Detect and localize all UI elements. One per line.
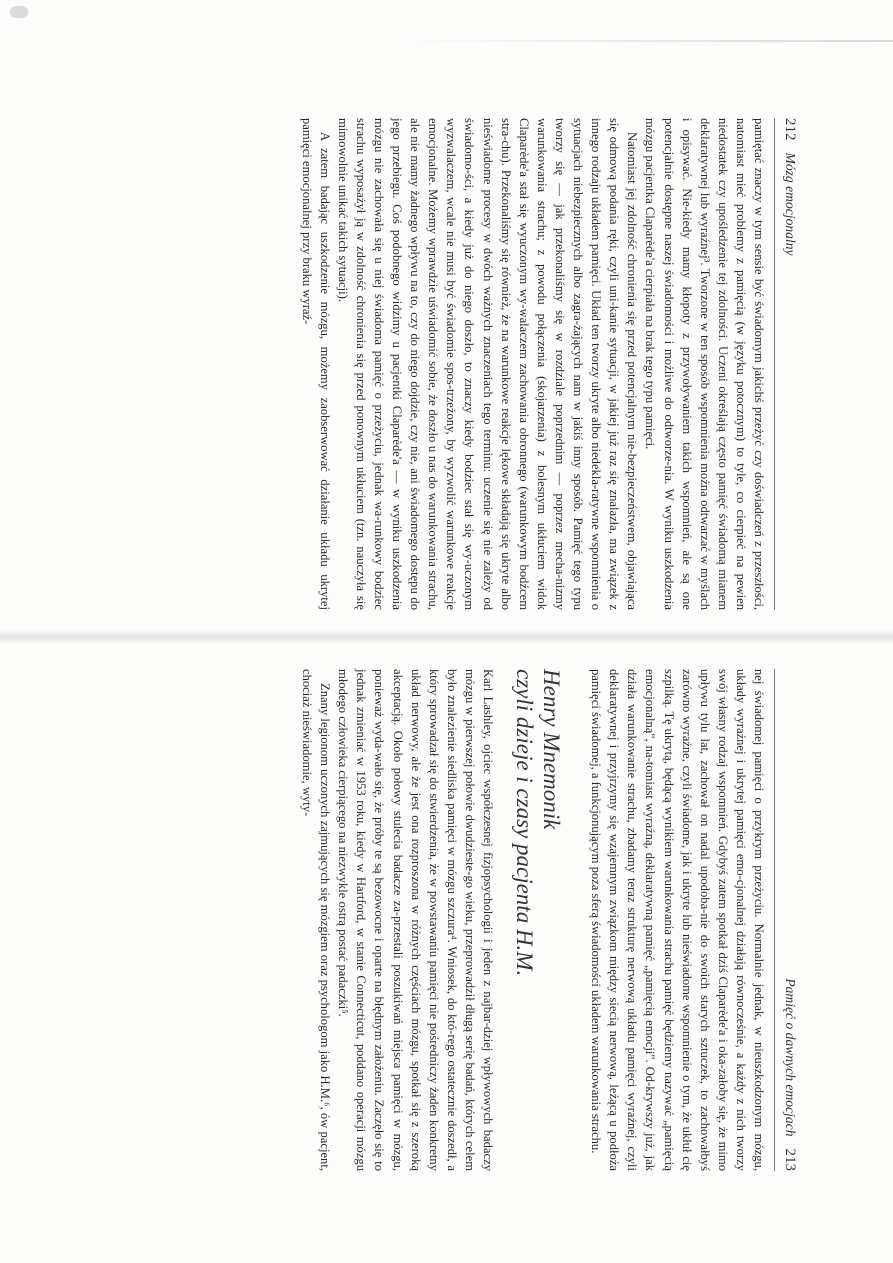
right-page [0,636,893,1263]
page-number-right: 213 [782,1148,798,1171]
header-rule-left [774,118,775,610]
right-running-head [781,669,798,1171]
paragraph: A zatem badając uszkodzenie mózgu, możemy zaobserwować działanie układu ukrytej pamięci emocjonalnej przy braku wyraź- [299,118,332,610]
section-title-line: Henry Mnemonik [539,669,565,830]
header-rule-right [774,669,775,1171]
paragraph: Natomiast jej zdolność chronienia się przed potencjalnym nie-bezpieczeństwem, objawiająca się odmową podania ręki, czyli uni-kanie sytuacji, w jakiej już raz się znalazła, ma związek z innego rodzaju układem pamięci. Układ ten tworzy ukryte albo niedekla-ratywne wspomnienia o sytuacjach niebezpiecznych albo zagra-żających nam w jakiś inny sposób. Pamięć tego typu tworzy się — jak przekonaliśmy się w rozdziale poprzednim — poprzez mecha-nizmy warunkowania strachu; z powodu połączenia (skojarzenia) z bolesnym ukłuciem widok Claparède'a stał się wyuczonym wy-walaczem zachowania obronnego (warunkowym bodźcem stra-chu). Przekonaliśmy się również, że na warunkowe reakcje lękowe składają się ukryte albo nieświadome procesy w dwóch ważnych znaczeniach tego terminu: uczenie się nie zależy od świadomo-ści, a kiedy już do niego doszło, to znaczy kiedy bodziec stał się wy-uczonym wyzwalaczem, wcale nie musi być świadomie spos-trzeżony, by wyzwolić warunkowe reakcje emocjonalne. Możemy wprawdzie uświadomić sobie, że doszło u nas do warunkowania strachu, ale nie mamy żadnego wpływu na to, czy do niego dojdzie, czy nie, ani świadomego dostępu do jego przebiegu. Coś podobnego widzimy u pacjentki Claparède'a — w wyniku uszkodzenia mózgu nie zachowała się u niej świadoma pamięć o przeżyciu, jednak wa-runkowy bodziec strachu wyposażył ją w zdolność chronienia się przed ponownym ukłuciem (tzn. nauczyła się mimowolnie unikać takich sytuacji). [335,118,640,610]
section-title [511,669,565,1171]
paragraph: nej świadomej pamięci o przykrym przeżyciu. Normalnie jednak, w nieuszkodzonym mózgu, układy wyraźnej i ukrytej pamięci emo-cjonalnej działają równocześnie, a każdy z nich tworzy swój własny rodzaj wspomnień. Gdybyś zatem spotkał dziś Claparède'a i oka-załoby się, że mimo upływu tylu lat, zachował on nadal upodoba-nie do swoich starych sztuczek, to zachowałbyś zarówno wyraźne, czyli świadome, jak i ukryte lub nieświadome wspomnienie o tym, że ukłuł cię szpilką. Tę ukrytą, będącą wynikiem warunkowania strachu pamięć będziemy nazywać „pamięcią emocjonalną", na-tomiast wyraźną, deklaratywną pamięć „pamięcią emocji". Od-krywszy już, jak działa warunkowanie strachu, zbadamy teraz strukturę nerwową układu pamięci wyraźnej, czyli deklaratywnej i przyjrzymy się wzajemnym związkom między siecią nerwową, leżącą u podłoża pamięci świadomej, a funkcjonującym poza sferą świadomości układem warunkowania strachu. [589,669,766,1171]
running-title-right: Pamięć o dawnych emocjach [783,978,798,1137]
section-title-line: czyli dzieje i czasy pacjenta H.M. [512,669,538,977]
paragraph: pamiętać znaczy w tym sensie być świadomym jakichś przeżyć czy doświadczeń z przeszłości, natomiast mieć problemy z pamięcią (w języku potocznym) to tyle, co cierpieć na pewien niedostatek czy upośledzenie tej zdolności. Uczeni określają często pamięć świadomą mianem deklaratywnej lub wyraźnej³. Tworzone w ten sposób wspomnienia można odtwarzać w myślach i opisywać. Nie-kiedy mamy kłopoty z przywoływaniem takich wspomnień, ale są one potencjalnie dostępne naszej świadomości i możliwe do odtworze-nia. W wyniku uszkodzenia mózgu pacjentka Claparède'a cierpiała na brak tego typu pamięci. [643,118,766,610]
left-running-head [781,118,798,610]
paragraph: Karl Lashley, ojciec współczesnej fizjopsychologii i jeden z najbar-dziej wpływowych badaczy mózgu w pierwszej połowie dwudzieste-go wieku, przeprowadził długą serię badań, których celem było znalezienie siedliska pamięci w mózgu szczura⁴. Wniosek, do któ-rego ostatecznie doszedł, a który sprowadzał się do stwierdzenia, że w powstawaniu pamięci nie pośredniczy żaden konkretny układ nerwowy, ale że jest ona rozproszona w różnych częściach mózgu, spotkał się z szeroką akceptacją. Około połowy stulecia badacze za-przestali poszukiwań miejsca pamięci w mózgu, ponieważ wyda-wało się, że próby te są bezowocne i oparte na błędnym założeniu. Zaczęło się to jednak zmieniać w 1953 roku, kiedy w Hartford, w stanie Connecticut, poddano operacji mózgu młodego człowieka cierpiącego na niezwykle ostrą postać padaczki⁵. [336,669,496,1171]
paragraph: Znany legionom uczonych zajmujących się mózgiem oraz psychologom jako H.M.⁶, ów pacjent, chociaż nieświadomie, wyty- [300,669,333,1171]
running-title-left: Mózg emocjonalny [783,152,798,256]
page-number-left: 212 [782,118,798,141]
